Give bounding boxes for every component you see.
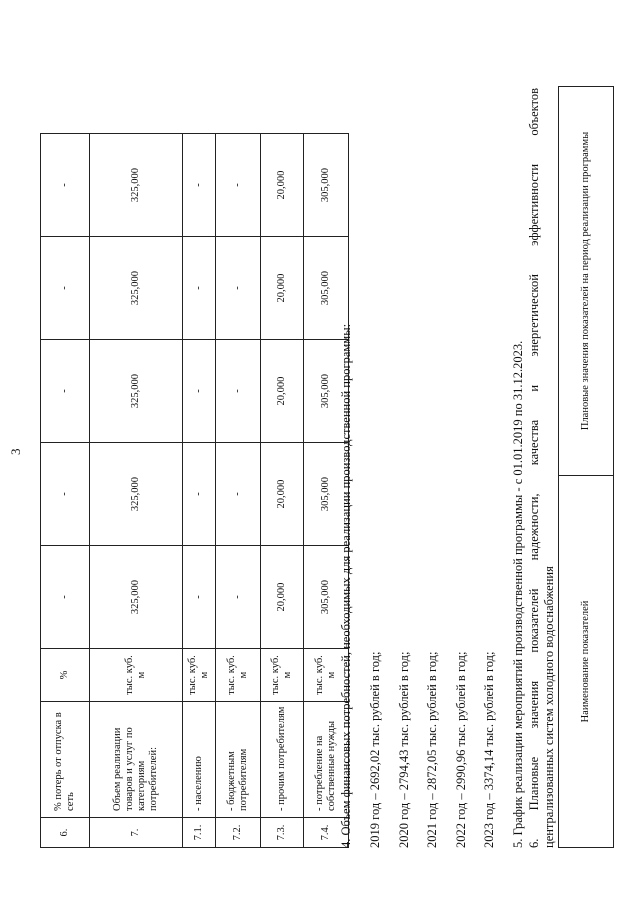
- cell-value: -: [183, 134, 216, 237]
- row-number: 7.: [90, 818, 183, 848]
- table-row: [90, 134, 183, 848]
- cell-value: 305,000: [304, 134, 349, 237]
- section-5-text: 5. График реализации мероприятий производственной программы - с 01.01.2019 по 31.12.2023.: [511, 340, 525, 848]
- financial-line-2021: 2021 год – 2872,05 тыс. рублей в год;: [425, 651, 439, 848]
- word: показателей: [527, 588, 541, 653]
- section-6-line-2: централизованных систем холодного водоснабжения: [542, 566, 556, 848]
- cell-value: -: [216, 237, 261, 340]
- cell-value: -: [41, 134, 90, 237]
- row-name: - населению: [183, 702, 216, 818]
- table-row: [261, 134, 304, 848]
- word: 6.: [527, 838, 541, 848]
- row-unit: %: [41, 649, 90, 702]
- financial-line-2019: 2019 год – 2692,02 тыс. рублей в год;: [368, 651, 382, 848]
- table-row: [41, 134, 90, 848]
- planned-values-table: [558, 86, 614, 848]
- row-unit: тыс. куб. м: [261, 649, 304, 702]
- row-name: - прочим потребителям: [261, 702, 304, 818]
- header-indicator-name: Наименование показателей: [559, 476, 614, 848]
- cell-value: 325,000: [90, 340, 183, 443]
- cell-value: -: [41, 237, 90, 340]
- cell-value: 20,000: [261, 443, 304, 546]
- cell-value: 305,000: [304, 443, 349, 546]
- cell-value: 20,000: [261, 237, 304, 340]
- table-row: [183, 134, 216, 848]
- cell-value: 20,000: [261, 340, 304, 443]
- cell-value: 20,000: [261, 546, 304, 649]
- row-name: - бюджетным потребителям: [216, 702, 261, 818]
- cell-value: -: [183, 443, 216, 546]
- row-number: 7.2.: [216, 818, 261, 848]
- row-name: Объем реализации товаров и услуг по категориям потребителей:: [90, 702, 183, 818]
- row-number: 7.3.: [261, 818, 304, 848]
- cell-value: -: [41, 443, 90, 546]
- cell-value: -: [216, 134, 261, 237]
- row-name: % потерь от отпуска в сеть: [41, 702, 90, 818]
- word: энергетической: [527, 274, 541, 357]
- word: объектов: [527, 88, 541, 136]
- row-number: 7.1.: [183, 818, 216, 848]
- cell-value: 305,000: [304, 340, 349, 443]
- page-number: 3: [8, 448, 23, 455]
- table-header-row: [559, 87, 614, 848]
- indicators-table: [40, 133, 349, 848]
- cell-value: 20,000: [261, 134, 304, 237]
- word: значения: [527, 680, 541, 729]
- cell-value: 325,000: [90, 443, 183, 546]
- row-unit: тыс. куб. м: [183, 649, 216, 702]
- section-4-heading: 4. Объем финансовых потребностей, необходимых для реализации производственной программы:: [339, 323, 353, 848]
- cell-value: -: [183, 546, 216, 649]
- word: качества: [527, 419, 541, 466]
- financial-line-2023: 2023 год – 3374,14 тыс. рублей в год;: [482, 651, 496, 848]
- table-row: [216, 134, 261, 848]
- header-planned-values: Плановые значения показателей на период реализации программы: [559, 87, 614, 476]
- word: надежности,: [527, 493, 541, 561]
- cell-value: 325,000: [90, 237, 183, 340]
- cell-value: 305,000: [304, 546, 349, 649]
- cell-value: -: [216, 443, 261, 546]
- row-number: 6.: [41, 818, 90, 848]
- cell-value: -: [41, 340, 90, 443]
- cell-value: 325,000: [90, 546, 183, 649]
- word: и: [527, 384, 541, 392]
- row-unit: тыс. куб. м: [216, 649, 261, 702]
- cell-value: -: [183, 340, 216, 443]
- cell-value: -: [216, 340, 261, 443]
- financial-line-2020: 2020 год – 2794,43 тыс. рублей в год;: [397, 651, 411, 848]
- section-6-line-1: [527, 88, 542, 848]
- cell-value: -: [41, 546, 90, 649]
- row-unit: тыс. куб. м: [90, 649, 183, 702]
- cell-value: 305,000: [304, 237, 349, 340]
- financial-line-2022: 2022 год – 2990,96 тыс. рублей в год;: [454, 651, 468, 848]
- cell-value: -: [183, 237, 216, 340]
- cell-value: 325,000: [90, 134, 183, 237]
- row-number: 7.4.: [304, 818, 349, 848]
- cell-value: -: [216, 546, 261, 649]
- row-unit: тыс. куб. м: [304, 649, 349, 702]
- row-name: - потребление на собственные нужды: [304, 702, 349, 818]
- word: Плановые: [527, 756, 541, 811]
- word: эффективности: [527, 163, 541, 246]
